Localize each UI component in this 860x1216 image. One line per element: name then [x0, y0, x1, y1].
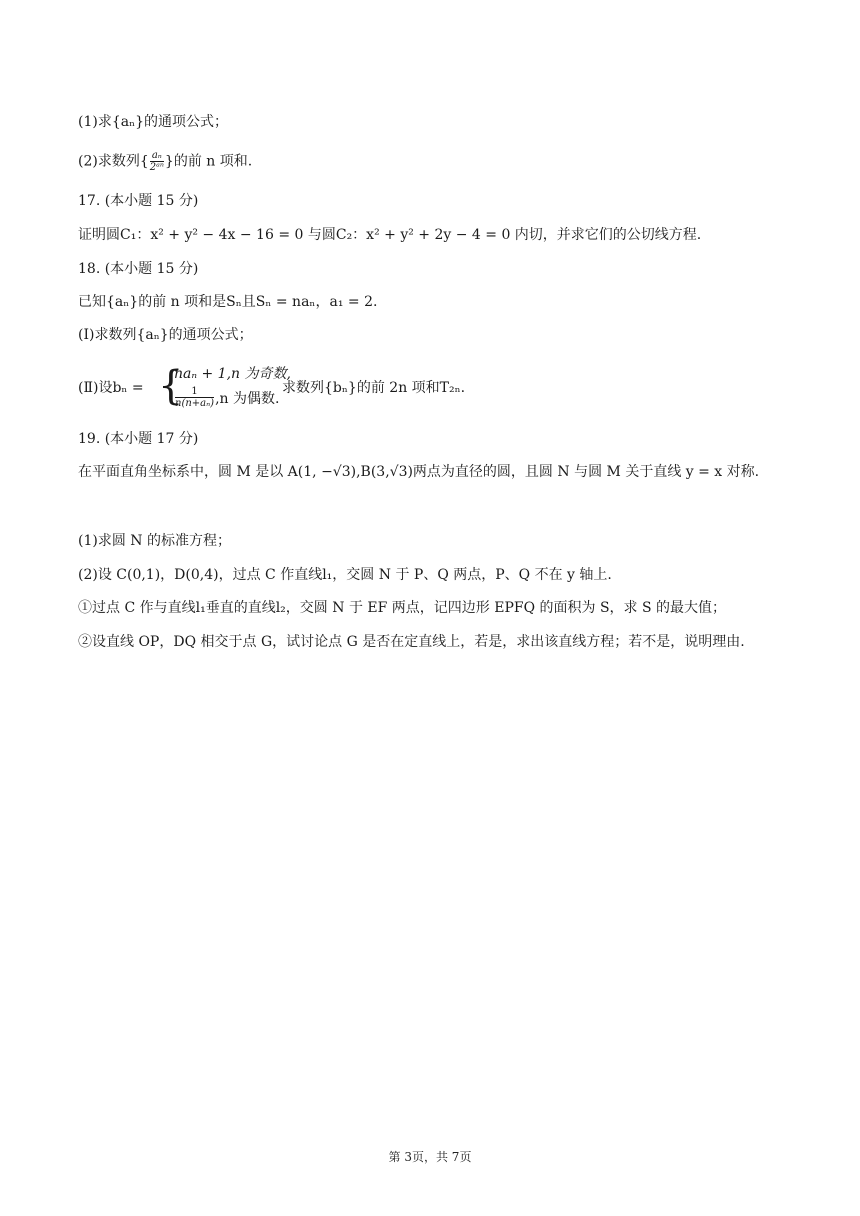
q19-part2-sub2: ②设直线 OP，DQ 相交于点 G，试讨论点 G 是否在定直线上，若是，求出该直线方程；若不是，说明理由.	[78, 634, 745, 650]
q16-fraction-denominator: 2ᵃⁿ	[149, 162, 164, 173]
q16-fraction	[150, 150, 164, 173]
q18-part2-prefix: (Ⅱ)设bₙ =	[78, 380, 144, 396]
q16-fraction-numerator: aₙ	[150, 150, 164, 162]
q19-part1: (1)求圆 N 的标准方程；	[78, 533, 231, 549]
q18-part2-suffix: 求数列{bₙ}的前 2n 项和T₂ₙ.	[282, 380, 466, 396]
q16-part2	[78, 150, 798, 173]
q16-part1: (1)求{aₙ}的通项公式；	[78, 114, 229, 130]
q18-heading: 18. (本小题 15 分)	[78, 261, 199, 277]
q17-body: 证明圆C₁：x² + y² − 4x − 16 = 0 与圆C₂：x² + y² + 2y − 4 = 0 内切，并求它们的公切线方程.	[78, 227, 702, 243]
q19-part2: (2)设 C(0,1)，D(0,4)，过点 C 作直线l₁，交圆 N 于 P、Q 两点，P、Q 不在 y 轴上.	[78, 567, 612, 583]
piecewise-fraction-denominator: n(n+aₙ)	[175, 398, 215, 409]
q19-part2-sub1: ①过点 C 作与直线l₁垂直的直线l₂，交圆 N 于 EF 两点，记四边形 EPFQ 的面积为 S，求 S 的最大值；	[78, 600, 727, 616]
page-footer: 第 3页，共 7页	[388, 1150, 472, 1164]
piecewise-fraction-numerator: 1	[175, 386, 214, 398]
piecewise-brace: {	[158, 363, 184, 409]
piecewise-case-odd: naₙ + 1,n 为奇数,	[174, 366, 291, 382]
q18-part1: (Ⅰ)求数列{aₙ}的通项公式；	[78, 327, 253, 343]
piecewise-case-even-suffix: ,n 为偶数.	[215, 390, 280, 407]
piecewise-fraction	[175, 386, 214, 409]
piecewise-case-even	[174, 386, 279, 409]
q19-heading: 19. (本小题 17 分)	[78, 431, 199, 447]
q18-body: 已知{aₙ}的前 n 项和是Sₙ且Sₙ = naₙ，a₁ = 2.	[78, 294, 378, 310]
q17-heading: 17. (本小题 15 分)	[78, 193, 199, 209]
q16-part2-prefix: (2)求数列{	[78, 153, 149, 170]
q16-part2-suffix: }的前 n 项和.	[164, 153, 253, 170]
q19-body: 在平面直角坐标系中，圆 M 是以 A(1, −√3),B(3,√3)两点为直径的圆，且圆 N 与圆 M 关于直线 y = x 对称.	[78, 464, 760, 480]
